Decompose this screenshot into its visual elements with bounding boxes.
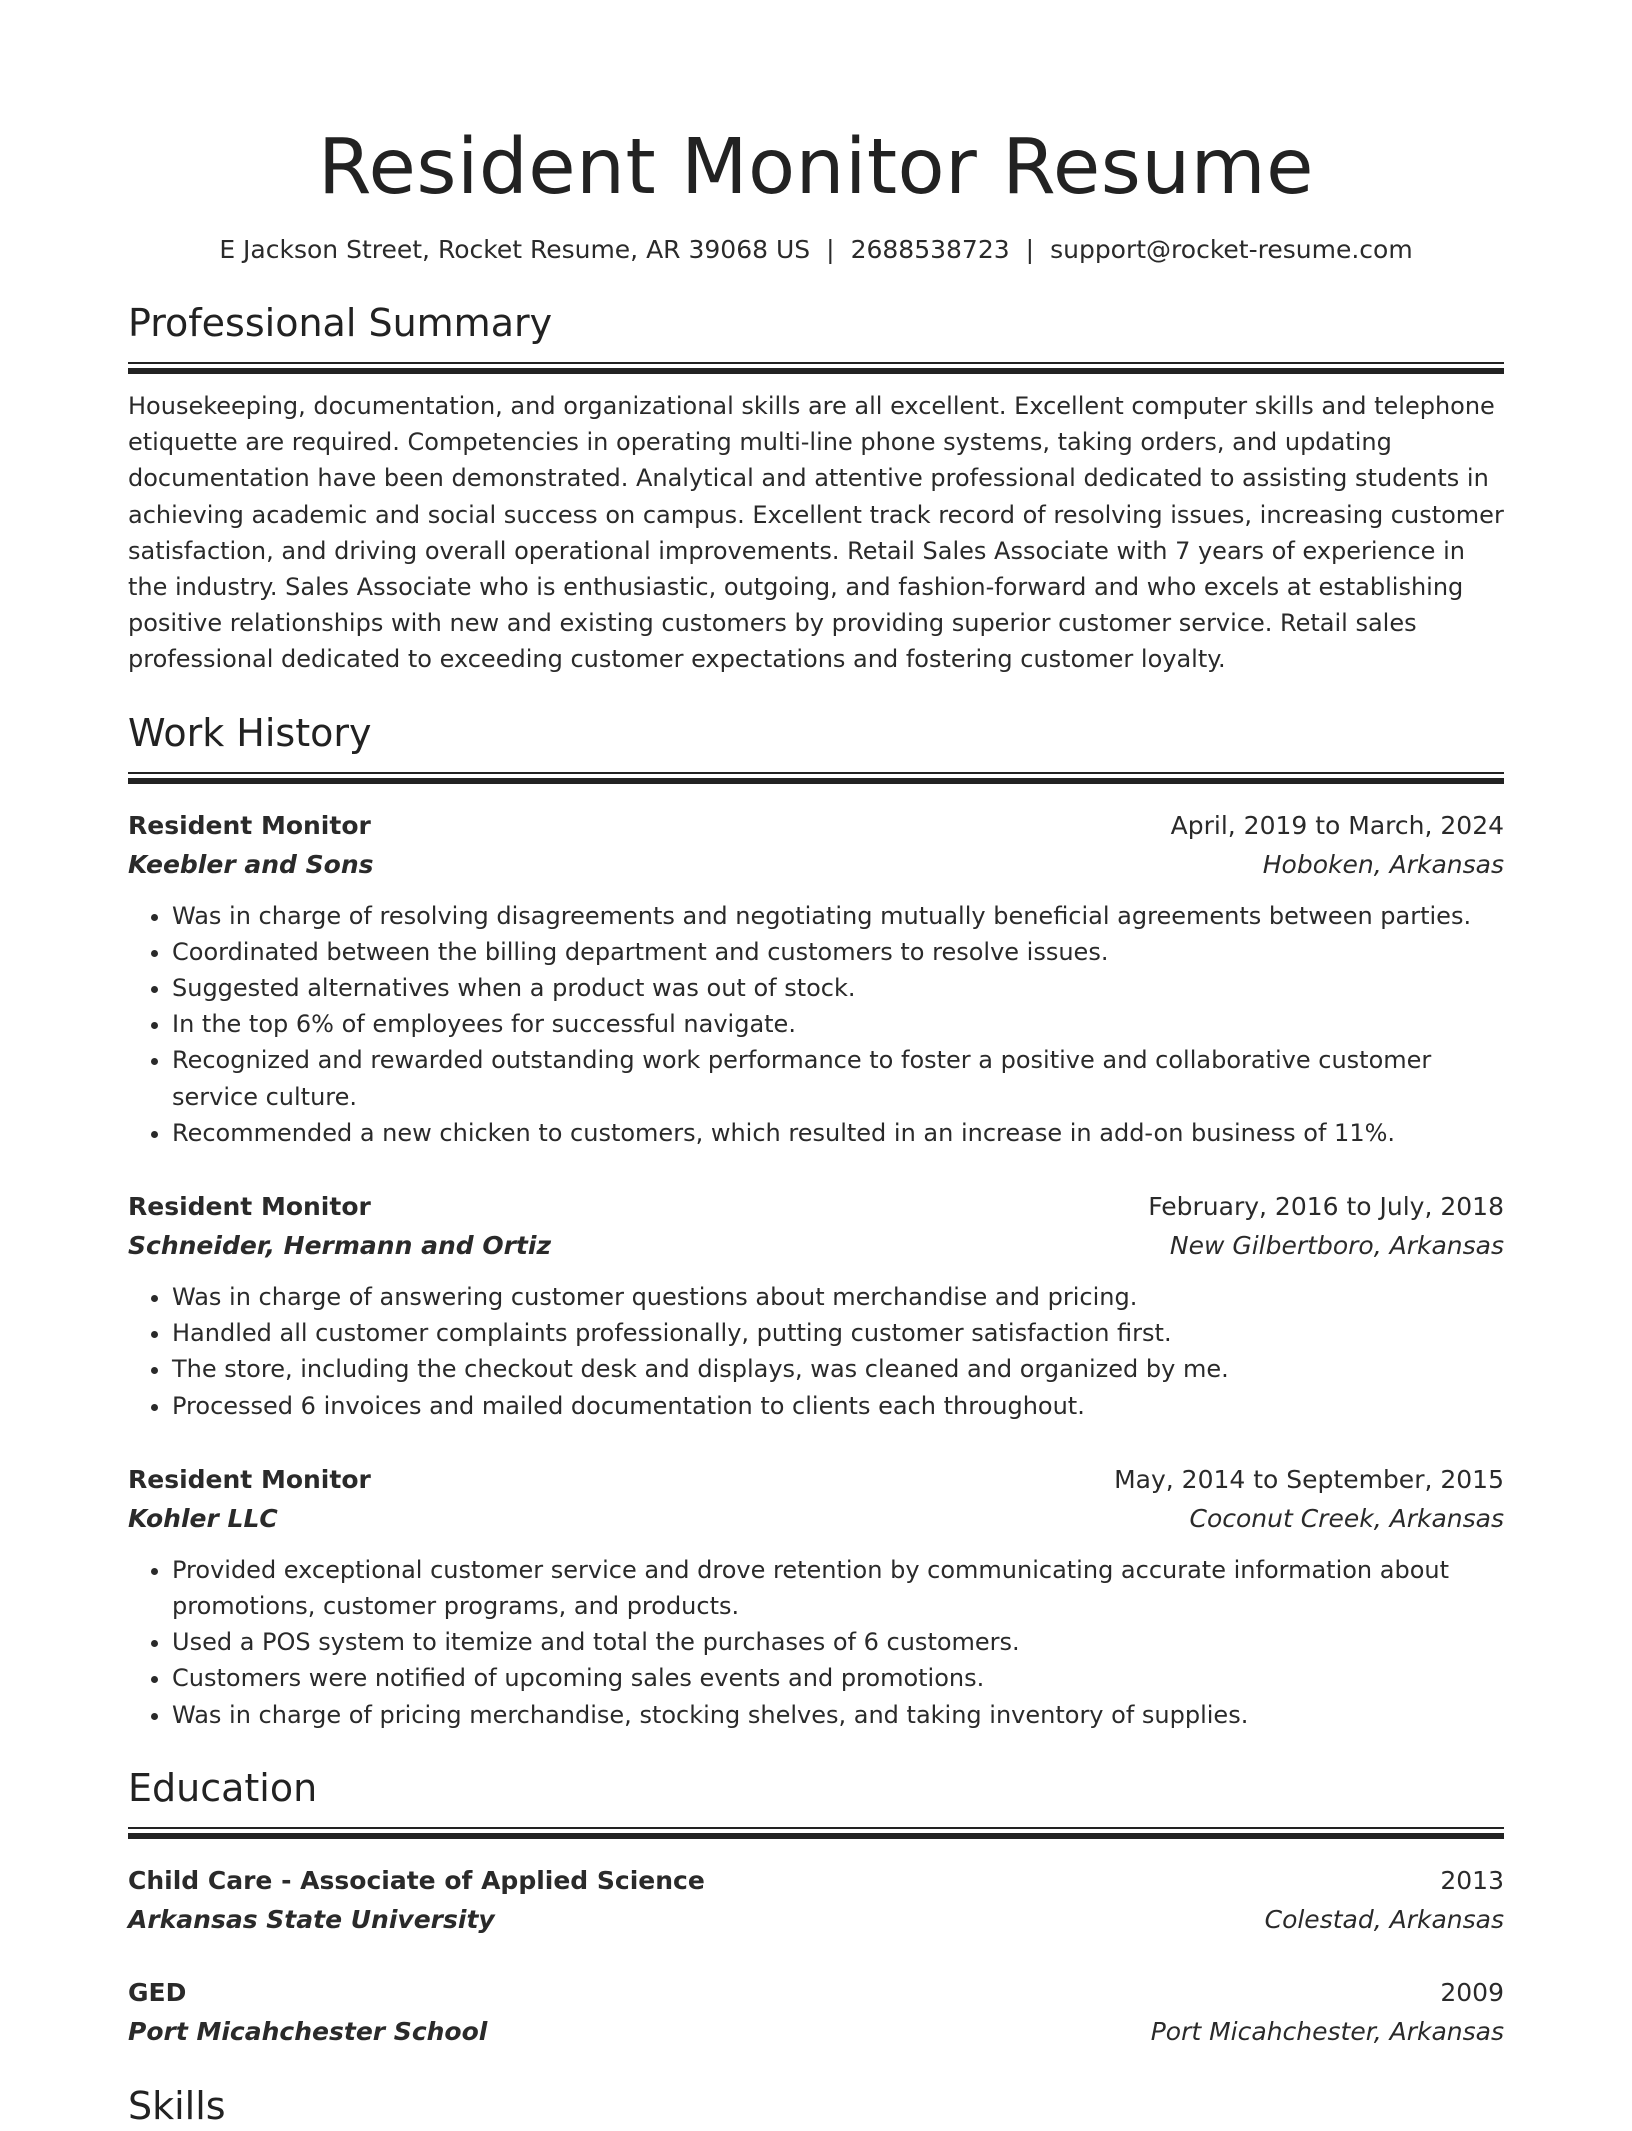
resume-title: Resident Monitor Resume — [317, 123, 1315, 212]
job-bullet: • Handled all customer complaints professionally, putting customer satisfaction first. — [172, 1315, 1504, 1351]
job-entry — [128, 806, 1504, 1151]
contact-phone: 2688538723 — [850, 235, 1010, 264]
education-section — [128, 1763, 1504, 2051]
section-divider — [128, 362, 1504, 374]
education-entry — [128, 1861, 1504, 1939]
section-divider — [128, 772, 1504, 784]
job-role: Resident Monitor — [128, 810, 371, 840]
section-heading-skills: Skills — [128, 2083, 226, 2128]
education-degree: GED — [128, 1977, 187, 2007]
job-bullet: • Provided exceptional customer service and drove retention by communicating accurate information about promotions, customer programs, and products. — [172, 1552, 1504, 1624]
education-location: Colestad, Arkansas — [1264, 1904, 1504, 1934]
contact-email: support@rocket-resume.com — [1050, 235, 1413, 264]
job-bullet: • The store, including the checkout desk and displays, was cleaned and organized by me. — [172, 1351, 1504, 1387]
job-location: Coconut Creek, Arkansas — [1189, 1503, 1504, 1533]
job-bullets — [128, 1279, 1504, 1424]
job-bullet: • Was in charge of answering customer questions about merchandise and pricing. — [172, 1279, 1504, 1315]
summary-section — [128, 298, 1504, 678]
contact-separator: | — [826, 235, 835, 264]
job-entry — [128, 1460, 1504, 1733]
job-location: Hoboken, Arkansas — [1262, 849, 1504, 879]
education-year: 2013 — [1440, 1865, 1504, 1895]
education-year: 2009 — [1440, 1977, 1504, 2007]
resume-page — [128, 0, 1504, 2131]
education-school: Arkansas State University — [128, 1904, 495, 1934]
job-company: Schneider, Hermann and Ortiz — [128, 1231, 551, 1261]
job-bullet: • Used a POS system to itemize and total the purchases of 6 customers. — [172, 1624, 1504, 1660]
job-bullet: • Recommended a new chicken to customers, which resulted in an increase in add-on business of 11%. — [172, 1115, 1504, 1151]
contact-line — [128, 232, 1504, 268]
education-location: Port Micahchester, Arkansas — [1150, 2016, 1504, 2046]
section-heading-work: Work History — [128, 710, 372, 755]
job-bullet: • In the top 6% of employees for successful navigate. — [172, 1006, 1504, 1042]
job-role: Resident Monitor — [128, 1464, 371, 1494]
education-entry — [128, 1973, 1504, 2051]
job-bullet: • Suggested alternatives when a product was out of stock. — [172, 970, 1504, 1006]
summary-text: Housekeeping, documentation, and organizational skills are all excellent. Excellent computer skills and telephone etiquette are required. Competencies in operating multi-line phone systems, taking orders, and updating documentation have been demonstrated. Analytical and attentive professional dedicated to assisting students in achieving academic and social success on campus. Excellent track record of resolving issues, increasing customer satisfaction, and driving overall operational improvements. Retail Sales Associate with 7 years of experience in the industry. Sales Associate who is enthusiastic, outgoing, and fashion-forward and who excels at establishing positive relationships with new and existing customers by providing superior customer service. Retail sales professional dedicated to exceeding customer expectations and fostering customer loyalty. — [128, 392, 1504, 674]
section-divider — [128, 1827, 1504, 1839]
job-company: Keebler and Sons — [128, 849, 374, 879]
job-entry — [128, 1187, 1504, 1424]
job-bullet: • Recognized and rewarded outstanding work performance to foster a positive and collaborative customer service culture. — [172, 1042, 1504, 1114]
skills-section — [128, 2081, 1504, 2131]
education-school: Port Micahchester School — [128, 2016, 488, 2046]
education-degree: Child Care - Associate of Applied Science — [128, 1865, 705, 1895]
job-bullet: • Coordinated between the billing department and customers to resolve issues. — [172, 934, 1504, 970]
job-bullet: • Processed 6 invoices and mailed documentation to clients each throughout. — [172, 1388, 1504, 1424]
job-bullet: • Was in charge of resolving disagreements and negotiating mutually beneficial agreements between parties. — [172, 898, 1504, 934]
job-bullet: • Was in charge of pricing merchandise, stocking shelves, and taking inventory of supplies. — [172, 1697, 1504, 1733]
job-role: Resident Monitor — [128, 1192, 371, 1222]
section-heading-education: Education — [128, 1765, 318, 1810]
job-dates: February, 2016 to July, 2018 — [1148, 1192, 1504, 1222]
contact-separator: | — [1025, 235, 1035, 264]
job-bullets — [128, 898, 1504, 1151]
job-company: Kohler LLC — [128, 1503, 278, 1533]
job-bullets — [128, 1552, 1504, 1733]
section-heading-summary: Professional Summary — [128, 301, 553, 345]
job-bullet: • Customers were notified of upcoming sales events and promotions. — [172, 1660, 1504, 1696]
job-location: New Gilbertboro, Arkansas — [1169, 1231, 1504, 1261]
job-dates: April, 2019 to March, 2024 — [1170, 810, 1504, 840]
job-dates: May, 2014 to September, 2015 — [1114, 1464, 1504, 1494]
contact-address: E Jackson Street, Rocket Resume, AR 39068 US — [219, 235, 811, 264]
work-history-section — [128, 708, 1504, 1733]
